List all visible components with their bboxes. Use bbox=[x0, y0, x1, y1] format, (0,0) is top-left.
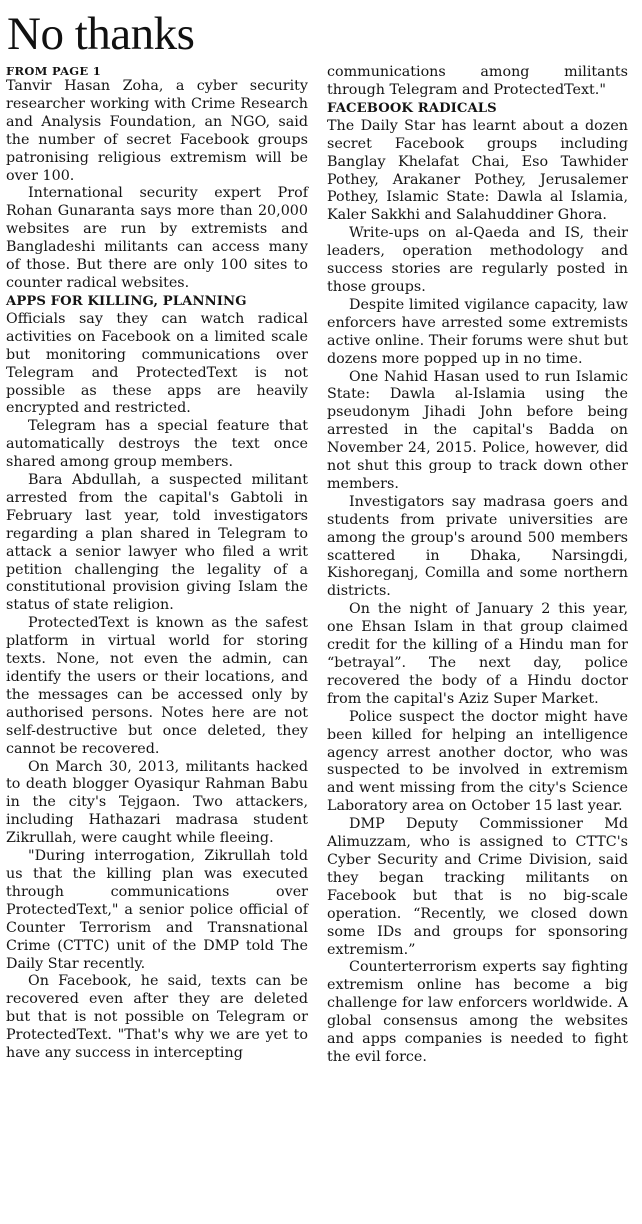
right-column bbox=[327, 64, 628, 1067]
headline: No thanks bbox=[7, 8, 195, 60]
continued-from-kicker: FROM PAGE 1 bbox=[6, 64, 102, 78]
article-paragraph-continuation: communications among militants through Telegram and ProtectedText." bbox=[327, 64, 628, 98]
subhead-facebook-radicals: FACEBOOK RADICALS bbox=[327, 100, 497, 116]
article-paragraph: Bara Abdullah, a suspected militant arrested from the capital's Gabtoli in February last year, told investigators regarding a plan shared in Telegram to attack a senior lawyer who filed a writ petition challenging the legality of a constitutional provision giving Islam the status of state religion. bbox=[6, 472, 308, 614]
article-paragraph: The Daily Star has learnt about a dozen secret Facebook groups including Banglay Khelafat Chai, Eso Tawhider Pothey, Arakaner Pothey, Jerusalemer Pothey, Islamic State: Dawla al Islamia, Kaler Sakkhi and Salahuddiner Ghora. bbox=[327, 117, 628, 224]
article-paragraph: On Facebook, he said, texts can be recovered even after they are deleted but that is not possible on Telegram or ProtectedText. "That's why we are yet to have any success in intercepting bbox=[6, 973, 308, 1062]
article-paragraph: Officials say they can watch radical activities on Facebook on a limited scale but monitoring communications over Telegram and ProtectedText is not possible as these apps are heavily encrypted and restricted. bbox=[6, 310, 308, 417]
article-paragraph: Despite limited vigilance capacity, law enforcers have arrested some extremists active online. Their forums were shut but dozens more popped up in no time. bbox=[327, 296, 628, 367]
article-paragraph: On March 30, 2013, militants hacked to death blogger Oyasiqur Rahman Babu in the city's Tejgaon. Two attackers, including Hathazari madrasa student Zikrullah, were caught while fleeing. bbox=[6, 758, 308, 847]
article-paragraph: Police suspect the doctor might have been killed for helping an intelligence agency arrest another doctor, who was suspected to be involved in extremism and went missing from the city's Science Laboratory area on October 15 last year. bbox=[327, 708, 628, 815]
article-paragraph: Investigators say madrasa goers and students from private universities are among the group's around 500 members scattered in Dhaka, Narsingdi, Kishoreganj, Comilla and some northern districts. bbox=[327, 493, 628, 600]
subhead-apps-for-killing: APPS FOR KILLING, PLANNING bbox=[6, 293, 247, 309]
article-paragraph: One Nahid Hasan used to run Islamic State: Dawla al-Islamia using the pseudonym Jihadi John before being arrested in the capital's Badda on November 24, 2015. Police, however, did not shut this group to track down other members. bbox=[327, 368, 628, 492]
article-paragraph: Counterterrorism experts say fighting extremism online has become a big challenge for law enforcers worldwide. A global consensus among the websites and apps companies is needed to fight the evil force. bbox=[327, 959, 628, 1065]
article-paragraph: DMP Deputy Commissioner Md Alimuzzam, who is assigned to CTTC's Cyber Security and Crime Division, said they began tracking militants on Facebook but that is no big-scale operation. “Recently, we closed down some IDs and groups for sponsoring extremism.” bbox=[327, 816, 628, 958]
article-paragraph: Write-ups on al-Qaeda and IS, their leaders, operation methodology and success stories are regularly posted in those groups. bbox=[327, 225, 628, 295]
article-paragraph: ProtectedText is known as the safest platform in virtual world for storing texts. None, not even the admin, can identify the users or their locations, and the messages can be accessed only by authorised persons. Notes here are not self-destructive but once deleted, they cannot be recovered. bbox=[6, 615, 308, 757]
article-paragraph: "During interrogation, Zikrullah told us that the killing plan was executed through communications over ProtectedText," a senior police official of Counter Terrorism and Transnational Crime (CTTC) unit of the DMP told The Daily Star recently. bbox=[6, 848, 308, 972]
article-paragraph: Tanvir Hasan Zoha, a cyber security researcher working with Crime Research and Analysis Foundation, an NGO, said the number of secret Facebook groups patronising religious extremism will be over 100. bbox=[6, 78, 308, 184]
article-paragraph: On the night of January 2 this year, one Ehsan Islam in that group claimed credit for the killing of a Hindu man for “betrayal”. The next day, police recovered the body of a Hindu doctor from the capital's Aziz Super Market. bbox=[327, 601, 628, 707]
left-column bbox=[6, 64, 308, 1063]
article-paragraph: Telegram has a special feature that automatically destroys the text once shared among group members. bbox=[6, 418, 308, 471]
article-paragraph: International security expert Prof Rohan Gunaranta says more than 20,000 websites are run by extremists and Bangladeshi militants can access many of those. But there are only 100 sites to counter radical websites. bbox=[6, 185, 308, 291]
